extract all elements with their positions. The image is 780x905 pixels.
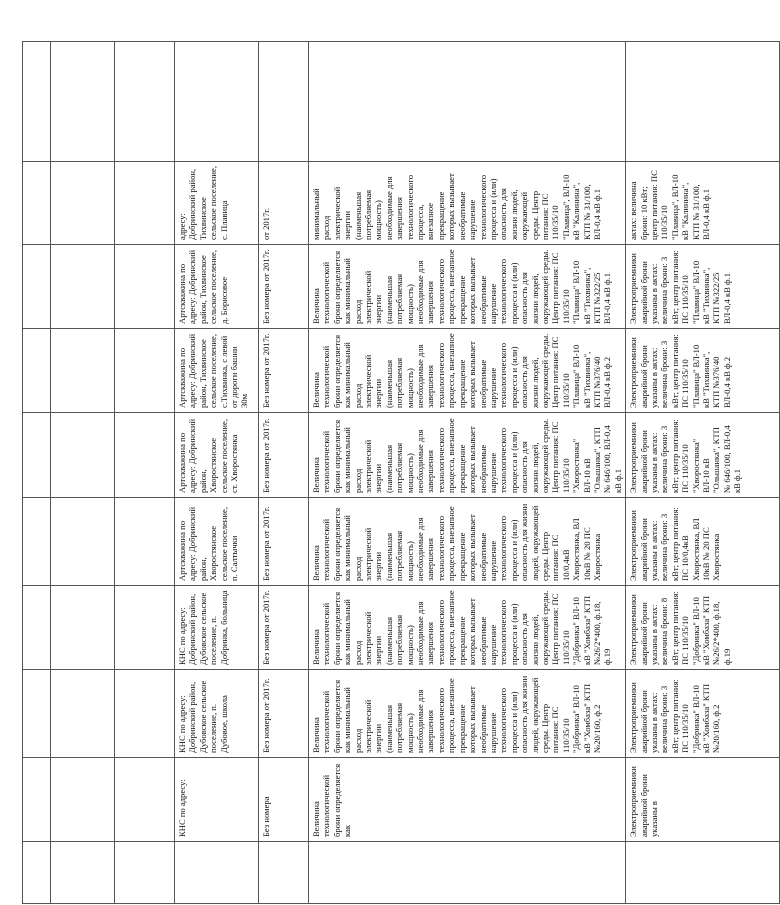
empty-col-b bbox=[51, 498, 115, 586]
address-cell: Артскважина по адресу: Добринский район, Тихвинское сельское поселение, д. Борисовое bbox=[175, 245, 259, 329]
empty-cell bbox=[626, 42, 780, 162]
empty-cell bbox=[626, 842, 780, 904]
deadline-cell: от 2017г. bbox=[259, 162, 309, 245]
address-cell: Артскважина по адресу: Добринский район, Хворостянское сельское поселение, ст. Хворостянка bbox=[175, 413, 259, 498]
deadline-cell: Без номера от 2017г. bbox=[259, 670, 309, 758]
empty-col-a bbox=[23, 413, 51, 498]
table-row bbox=[626, 42, 780, 904]
empty-cell bbox=[23, 42, 51, 162]
table-row bbox=[115, 42, 175, 904]
empty-col-b bbox=[51, 413, 115, 498]
empty-cell bbox=[175, 42, 259, 162]
empty-col-c bbox=[115, 498, 175, 586]
empty-col-b bbox=[51, 586, 115, 670]
table-row bbox=[309, 42, 626, 904]
tech-reserve-cell: Величина технологической брони определяется как минимальный расход электрической энергии (наименьшая потребляемая мощность) необходимые для завершения технологического процесса, внезапное прекращение которых вызывает необратимые нарушение технологического процесса и (или) опасность для жизни людей, окружающей среды. Центр питания: ПС 110/35/10 "Добринка" ВЛ-10 кВ "Хомбаза" КТП №20/160, ф.2 bbox=[309, 670, 626, 758]
empty-cell bbox=[309, 42, 626, 162]
empty-col-a bbox=[23, 498, 51, 586]
empty-col-c bbox=[115, 329, 175, 413]
empty-col-b bbox=[51, 245, 115, 329]
reserve-table bbox=[22, 41, 780, 904]
empty-col-b bbox=[51, 329, 115, 413]
address-cell: Артскважина по адресу: Добринский район, Хворостянское сельское поселение, п. Салтычки bbox=[175, 498, 259, 586]
empty-col-c bbox=[115, 245, 175, 329]
emergency-reserve-cell: Электроприемники аварийной брони указаны в актах: величина брони: 3 кВт; центр питания: ПС 110/35/10 "Добринка" ВЛ-10 кВ "Хомбаза" КТП №20/160, ф.2 bbox=[626, 670, 780, 758]
emergency-reserve-cell: Электроприемники аварийной брони указаны в актах: величина брони: 8 кВт; центр питания: ПС 110/35/10 "Добринка" ВЛ-10 кВ "Хомбаза" КТП №26/2*400, ф.18, ф.19 bbox=[626, 586, 780, 670]
empty-col-a bbox=[23, 758, 51, 842]
deadline-cell: Без номера от 2017г. bbox=[259, 586, 309, 670]
address-cell: Артскважина по адресу: Добринский район, Тихвинское сельское поселение, с.Тихвинка, с левой от дороги башни 30м bbox=[175, 329, 259, 413]
emergency-reserve-cell: актах: величина брони: 10 кВт; центр питания: ПС 110/35/10 "Плавица", ВЛ-10 кВ "Калинина", КТП № 31/100, ВЛ-0,4 кВ ф.1 bbox=[626, 162, 780, 245]
emergency-reserve-cell: Электроприемники аварийной брони указаны в актах: величина брони: 3 кВт; центр питания: ПС 110/35/10 "Хворостянка" ВЛ-10 кВ "Ольшанка", КТП № 646/100, ВЛ-0,4 кВ ф.1 bbox=[626, 413, 780, 498]
empty-cell bbox=[23, 842, 51, 904]
tech-reserve-cell: Величина технологической брони определяется как минимальный расход электрической энергии (наименьшая потребляемая мощность) необходимые для завершения технологического процесса, внезапное прекращение которых вызывает необратимые нарушение технологического процесса и (или) опасность для жизни людей, окружающей среды. Центр питания: ПС 110/35/10 "Плавица" ВЛ-10 кВ "Тихвинка", КТП №322/25 ВЛ-0,4 кВ ф.1 bbox=[309, 245, 626, 329]
empty-col-a bbox=[23, 162, 51, 245]
empty-col-b bbox=[51, 670, 115, 758]
empty-col-a bbox=[23, 586, 51, 670]
address-cell: КНС по адресу: Добринский район, Дубовское сельское поселение, п. Добринка, больница bbox=[175, 586, 259, 670]
address-cell: КНС по адресу: Добринский район, Дубовское сельское поселение, п. Дубовое, школа bbox=[175, 670, 259, 758]
empty-cell bbox=[259, 42, 309, 162]
deadline-cell: Без номера от 2017г. bbox=[259, 498, 309, 586]
empty-col-c bbox=[115, 162, 175, 245]
empty-col-a bbox=[23, 329, 51, 413]
empty-col-c bbox=[115, 413, 175, 498]
deadline-cell: Без номера от 2017г. bbox=[259, 245, 309, 329]
tech-reserve-cell: Величина технологической брони определяется как минимальный расход электрической энергии (наименьшая потребляемая мощность) необходимые для завершения технологического процесса, внезапное прекращение которых вызывает необратимые нарушение технологического процесса и (или) опасность для жизни людей, окружающей среды. Центр питания: ПС 110/35/10 "Хворостянка" ВЛ-10 кВ "Ольшанка", КТП № 646/100, ВЛ-0,4 кВ ф.1 bbox=[309, 413, 626, 498]
empty-col-c bbox=[115, 758, 175, 842]
empty-col-c bbox=[115, 670, 175, 758]
empty-col-a bbox=[23, 670, 51, 758]
table-row bbox=[51, 42, 115, 904]
emergency-reserve-cell: Электроприемники аварийной брони указаны в актах: величина брони: 3 кВт; центр питания: ПС 110/35/10 "Плавица" ВЛ-10 кВ "Тихвинка", КТП №376/40 ВЛ-0,4 кВ ф.2 bbox=[626, 329, 780, 413]
empty-col-b bbox=[51, 758, 115, 842]
empty-cell bbox=[309, 842, 626, 904]
tech-reserve-cell: Величина технологической брони определяется как bbox=[309, 758, 626, 842]
tech-reserve-cell: Величина технологической брони определяется как минимальный расход электрической энергии (наименьшая потребляемая мощность) необходимые для завершения технологического процесса, внезапное прекращение которых вызывает необратимые нарушение технологического процесса и (или) опасность для жизни людей, окружающей среды. Центр питания: ПС 110/35/10 "Плавица" ВЛ-10 кВ "Тихвинка", КТП №376/40 ВЛ-0,4 кВ ф.2 bbox=[309, 329, 626, 413]
empty-cell bbox=[115, 42, 175, 162]
table-row bbox=[259, 42, 309, 904]
tech-reserve-cell: Величина технологической брони определяется как минимальный расход электрической энергии (наименьшая потребляемая мощность) необходимые для завершения технологического процесса, внезапное прекращение которых вызывает необратимые нарушение технологического процесса и (или) опасность для жизни людей, окружающей среды. Центр питания: ПС 110/35/10 "Добринка" ВЛ-10 кВ "Хомбаза" КТП №26/2*400, ф.18, ф.19 bbox=[309, 586, 626, 670]
table-row bbox=[23, 42, 51, 904]
deadline-cell: Без номера от 2017г. bbox=[259, 413, 309, 498]
emergency-reserve-cell: Электроприемники аварийной брони указаны в актах: величина брони: 3 кВт; центр питания: ПС 110/35/10 "Плавица" ВЛ-10 кВ "Тихвинка", КТП №322/25 ВЛ-0,4 кВ ф.1 bbox=[626, 245, 780, 329]
empty-cell bbox=[259, 842, 309, 904]
address-cell: адресу: Добринский район, Тихвинское сельское поселение, с. Плавица bbox=[175, 162, 259, 245]
emergency-reserve-cell: Электроприемники аварийной брони указаны в bbox=[626, 758, 780, 842]
emergency-reserve-cell: Электроприемники аварийной брони указаны в актах: величина брони: 3 кВт; центр питания: ПС 10/0,4кВ Хворостянка, ВЛ 10кВ № 20 ПС Хворостянка bbox=[626, 498, 780, 586]
empty-col-c bbox=[115, 586, 175, 670]
empty-col-b bbox=[51, 162, 115, 245]
deadline-cell: Без номера от 2017г. bbox=[259, 329, 309, 413]
empty-cell bbox=[175, 842, 259, 904]
empty-cell bbox=[51, 42, 115, 162]
address-cell: КНС по адресу: bbox=[175, 758, 259, 842]
deadline-cell: Без номера bbox=[259, 758, 309, 842]
empty-cell bbox=[115, 842, 175, 904]
rotated-table-wrapper bbox=[22, 42, 743, 904]
tech-reserve-cell: Величина технологической брони определяется как минимальный расход электрической энергии (наименьшая потребляемая мощность) необходимые для завершения технологического процесса, внезапное прекращение которых вызывает необратимые нарушение технологического процесса и (или) опасность для жизни людей, окружающей среды. Центр питания: ПС 10/0,4кВ Хворостянка, ВЛ 10кВ № 20 ПС Хворостянка bbox=[309, 498, 626, 586]
empty-col-a bbox=[23, 245, 51, 329]
table-row bbox=[175, 42, 259, 904]
tech-reserve-cell: минимальный расход электрической энергии (наименьшая потребляемая мощность) необходимые для завершения технологического процесса, внезапное прекращение которых вызывает необратимые нарушение технологического процесса и (или) опасность для жизни людей, окружающей среды. Центр питания: ПС 110/35/10 "Плавица", ВЛ-10 кВ "Калинина", КТП № 31/100, ВЛ-0,4 кВ ф.1 bbox=[309, 162, 626, 245]
empty-cell bbox=[51, 842, 115, 904]
